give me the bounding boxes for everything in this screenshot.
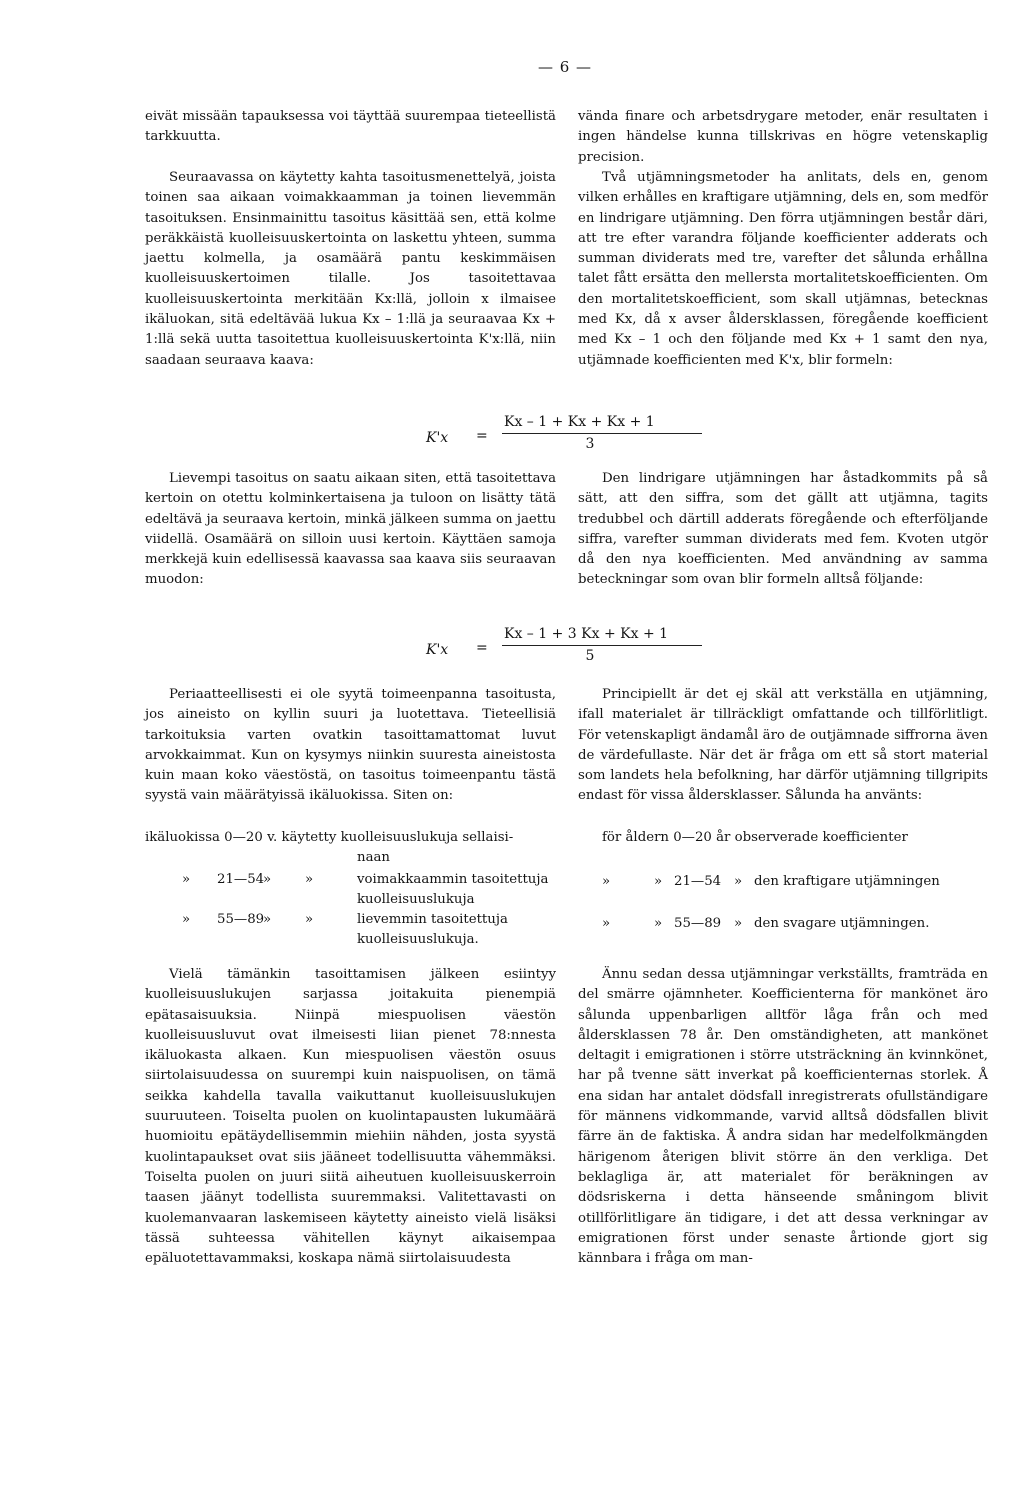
sv-row2-text: den kraftigare utjämningen: [754, 874, 940, 889]
sv-paragraph-2: [578, 168, 988, 371]
sv-paragraph-3: [578, 469, 988, 591]
formula1-equals: =: [476, 428, 488, 444]
sv-age-row-3: [578, 914, 988, 934]
formula-mild-smoothing: [420, 626, 720, 670]
sv-age-row-1: [578, 828, 988, 848]
formula2-lhs: K'x: [426, 642, 449, 658]
sv-text-3: Den lindrigare utjämningen har åstadkommits på så sätt, att den siffra, som det gällt att utjämna, tagits tredubbel och därtill adderats föregående och efterföljande siffra, varefter summan dividerats med fem. Kvoten utgör då den nya koefficienten. Med användning av samma beteckningar som ovan blir formeln alltså följande:: [578, 471, 988, 588]
formula1-lhs: K'x: [426, 430, 449, 446]
fi-row3-ditto-3: »: [305, 912, 314, 928]
sv-row3-ditto-2: »: [654, 916, 663, 931]
formula1-numerator: Kx – 1 + Kx + Kx + 1: [504, 414, 655, 430]
fi-paragraph-2: [145, 168, 556, 371]
fi-row2-ditto-2: »: [263, 871, 272, 887]
fi-text-1: eivät missään tapauksessa voi täyttää suurempaa tieteellistä tarkkuutta.: [145, 109, 556, 145]
fi-row2-text: voimakkaammin tasoitettuja kuolleisuuslukuja: [357, 871, 549, 907]
sv-row3-ditto-3: »: [734, 916, 743, 931]
fi-paragraph-1: [145, 107, 556, 148]
formula1-fraction-bar: [502, 433, 702, 434]
sv-row2-range: 21—54: [674, 874, 722, 889]
sv-paragraph-4: [578, 685, 988, 807]
fi-text-4: Periaatteellisesti ei ole syytä toimeenpanna tasoitusta, jos aineisto on kyllin suuri ja luotettava. Tieteellisiä tarkoituksia varten ovatkin tasoittamattomat luvut arvokkaimmat. Kun on kysymys niinkin suuresta aineistosta kuin maan koko väestöstä, on tasoitus toimeenpantu tästä syystä vain määrätyissä ikäluokissa. Siten on:: [145, 687, 556, 804]
fi-age-row-1-lead: ikäluokissa 0—20 v. käytetty kuolleisuuslukuja sellaisi-: [145, 830, 514, 845]
fi-text-3: Lievempi tasoitus on saatu aikaan siten, että tasoitettava kertoin on otettu kolminkertaisena ja tuloon on lisätty tätä edeltävä ja seuraava kertoin, minkä jälkeen summa on jaettu viidellä. Osamäärä on silloin uusi kertoin. Käyttäen samoja merkkejä kuin edellisessä kaavassa saa kaava siis seuraavan muodon:: [145, 471, 557, 588]
fi-row3-range: 55—89: [217, 912, 265, 928]
fi-age-row-1-cont: naan: [357, 850, 390, 866]
fi-row3-ditto-2: »: [263, 912, 272, 928]
formula2-equals: =: [476, 640, 488, 656]
page-number: — 6 —: [537, 58, 593, 76]
sv-text-2: Två utjämningsmetoder ha anlitats, dels en, genom vilken erhålles en kraftigare utjämning, dels en, som medför en lindrigare utjämning. Den förra utjämningen består däri, att tre efter varandra följande koefficienter adderats och summan dividerats med tre, varefter det sålunda erhållna talet fått ersätta den mellersta mortalitetskoefficienten. Om den mortalitetskoefficient, som skall utjämnas, betecknas med Kx, då x avser åldersklassen, föregående koefficient med Kx – 1 och den följande med Kx + 1 samt den nya, utjämnade koefficienten med K'x, blir formeln:: [578, 170, 988, 368]
sv-row3-text: den svagare utjämningen.: [754, 916, 930, 931]
formula2-numerator: Kx – 1 + 3 Kx + Kx + 1: [504, 626, 669, 642]
sv-row2-ditto-1: »: [602, 874, 611, 889]
sv-row1-text: för åldern 0—20 år observerade koefficienter: [602, 830, 908, 845]
sv-text-1: vända finare och arbetsdrygare metoder, enär resultaten i ingen händelse kunna tillskrivas en högre vetenskaplig precision.: [578, 109, 988, 165]
sv-row2-ditto-2: »: [654, 874, 663, 889]
fi-row3-ditto-1: »: [182, 912, 191, 928]
fi-paragraph-4: [145, 685, 556, 807]
sv-paragraph-1: [578, 107, 988, 168]
fi-text-2: Seuraavassa on käytetty kahta tasoitusmenettelyä, joista toinen saa aikaan voimakkaamman ja toinen lievemmän tasoituksen. Ensinmainittu tasoitus käsittää sen, että kolme peräkkäistä kuolleisuuskertointa on laskettu yhteen, summa jaettu kolmella, ja osamäärä pantu keskimmäisen kuolleisuuskertoimen tilalle. Jos tasoitettavaa kuolleisuuskertointa merkitään Kx:llä, jolloin x ilmaisee ikäluokan, sitä edeltävää lukua Kx – 1:llä ja seuraavaa Kx + 1:llä sekä uutta tasoitettua kuolleisuuskertointa K'x:llä, niin saadaan seuraava kaava:: [145, 170, 556, 368]
sv-row3-ditto-1: »: [602, 916, 611, 931]
sv-text-4: Principiellt är det ej skäl att verkställa en utjämning, ifall materialet är tillräckligt omfattande och tillförlitligt. För vetenskapligt ändamål äro de outjämnade siffrorna även de värdefullaste. När det är fråga om ett så stort material som landets hela befolkning, har därför utjämning tillgripits endast för vissa åldersklasser. Sålunda ha använts:: [578, 687, 988, 804]
formula2-fraction-bar: [502, 645, 702, 646]
fi-paragraph-3: [145, 469, 556, 591]
formula1-denominator: 3: [585, 436, 595, 452]
fi-age-row-3: [145, 910, 556, 951]
formula-strong-smoothing: [420, 414, 720, 458]
fi-row2-range: 21—54: [217, 871, 265, 887]
sv-age-table: [578, 828, 988, 934]
fi-age-row-2: [145, 870, 556, 911]
sv-age-row-2: [578, 872, 988, 892]
fi-text-5: Vielä tämänkin tasoittamisen jälkeen esiintyy kuolleisuuslukujen sarjassa joitakuita pienempiä epätasaisuuksia. Niinpä miespuolisen väestön kuolleisuusluvut ovat ilmeisesti liian pienet 78:nnesta ikäluokasta alkaen. Kun miespuolisen väestön osuus siirtolaisuudessa on suurempi kuin naispuolisen, on tämä seikka kahdella tavalla vaikuttanut kuolleisuuslukujen suuruuteen. Toiselta puolen on kuolintapausten lukumäärä huomioitu epätäydellisemmin miehiin nähden, josta syystä kuolintapaukset ovat siis jääneet todellisuutta vähemmäksi. Toiselta puolen on juuri siitä aiheutuen kuolleisuuskerroin taasen jäänyt todellista suuremmaksi. Valitettavasti on kuolemanvaaran laskemiseen käytetty aineisto vielä lisäksi tässä suhteessa vähitellen käynyt aikaisempaa epäluotettavammaksi, koskapa nämä siirtolaisuudesta: [145, 967, 556, 1267]
sv-row2-ditto-3: »: [734, 874, 743, 889]
fi-paragraph-5: [145, 965, 556, 1269]
sv-row3-range: 55—89: [674, 916, 722, 931]
sv-paragraph-5: [578, 965, 988, 1269]
fi-row2-ditto-1: »: [182, 871, 191, 887]
fi-age-table: [145, 828, 556, 951]
sv-text-5: Ännu sedan dessa utjämningar verkställts, framträda en del smärre ojämnheter. Koefficienterna för mankönet äro sålunda uppenbarligen alltför låga från och med åldersklassen 78 år. Den omständigheten, att mankönet deltagit i emigrationen i större utsträckning än kvinnkönet, har på tvenne sätt inverkat på koefficienternas storlek. Å ena sidan har antalet dödsfall inregistrerats ofullständigare för männens vidkommande, varvid alltså dödsfallen blivit färre än de faktiska. Å andra sidan har medelfolkmängden härigenom återigen blivit större än den verkliga. Det beklagliga är, att materialet för beräkningen av dödsriskerna i detta hänseende småningom blivit otillförlitligare än tidigare, i det att dessa verkningar av emigrationen först under senaste årtionde gjort sig kännbara i fråga om man-: [578, 967, 988, 1267]
fi-age-row-1: [145, 828, 556, 869]
fi-row2-ditto-3: »: [305, 871, 314, 887]
fi-row3-text: lievemmin tasoitettuja kuolleisuuslukuja.: [357, 912, 508, 948]
formula2-denominator: 5: [585, 648, 595, 664]
